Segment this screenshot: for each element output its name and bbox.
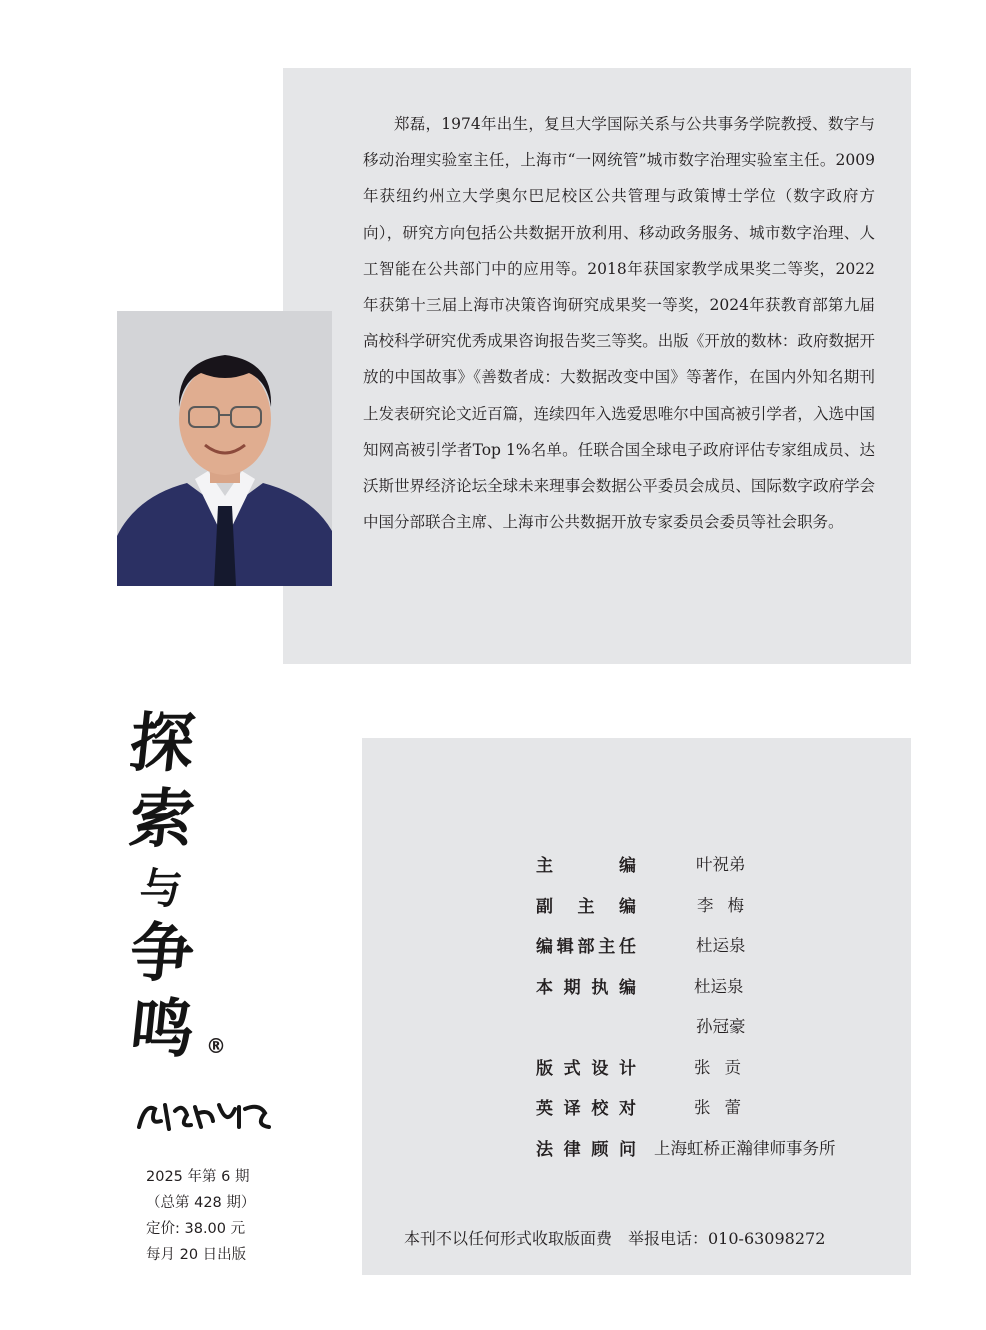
author-bio-panel [283,68,911,664]
journal-title-calligraphy [120,706,270,1072]
title-char-1: 探 [126,706,198,781]
title-char-3: 与 [137,864,185,913]
author-bio-text: 郑磊，1974年出生，复旦大学国际关系与公共事务学院教授、数字与移动治理实验室主任，上海市“一网统管”城市数字治理实验室主任。2009年获纽约州立大学奥尔巴尼校区公共管理与政策博士学位（数字政府方向），研究方向包括公共数据开放利用、移动政务服务、城市数字治理、人工智能在公共部门中的应用等。2018年获国家教学成果奖二等奖，2022年获第十三届上海市决策咨询研究成果奖一等奖，2024年获教育部第九届高校科学研究优秀成果咨询报告奖三等奖。出版《开放的数林：政府数据开放的中国故事》《善数者成：大数据改变中国》等著作，在国内外知名期刊上发表研究论文近百篇，连续四年入选爱思唯尔中国高被引学者，入选中国知网高被引学者Top 1%名单。任联合国全球电子政府评估专家组成员、达沃斯世界经济论坛全球未来理事会数据公平委员会成员、国际数字政府学会中国分部联合主席、上海市公共数据开放专家委员会委员等社会职务。 [363,115,875,532]
staff-role: 主 编 [536,856,636,876]
staff-name: 李梅 [697,895,759,915]
staff-role: 副 主 编 [536,896,636,917]
issue-number: 2025 年第 6 期 [146,1169,250,1185]
publication-schedule: 每月 20 日出版 [146,1247,247,1263]
staff-role: 编辑部主任 [536,937,636,957]
staff-row [536,851,896,892]
author-portrait-photo [117,311,332,586]
calligraphy-signature-icon [135,1097,275,1137]
title-char-4: 争 [126,916,198,991]
title-char-2: 索 [126,782,198,857]
total-issue-number: （总第 428 期） [146,1195,256,1211]
staff-list [536,851,896,1175]
staff-row [536,892,896,933]
staff-name: 叶祝弟 [696,855,746,874]
staff-name: 杜运泉 [696,936,746,955]
title-char-5: 鸣 [126,992,198,1067]
staff-role: 本期执编 [536,977,636,998]
staff-role: 英译校对 [536,1099,636,1119]
staff-row [536,1054,896,1095]
registered-mark: ® [206,1034,226,1058]
masthead-panel [362,738,911,1275]
footer-note: 本刊不以任何形式收取版面费 举报电话：010-63098272 [404,1229,826,1248]
staff-role: 版式设计 [536,1058,636,1079]
staff-row [536,932,896,973]
staff-name: 孙冠豪 [696,1017,746,1036]
staff-name: 张贡 [694,1057,756,1077]
staff-row [536,1013,896,1054]
portrait-illustration [117,311,332,586]
issue-info [146,1164,296,1268]
staff-name: 上海虹桥正瀚律师事务所 [654,1138,836,1158]
staff-name: 张蕾 [694,1098,756,1117]
staff-role: 法律顾问 [536,1139,636,1160]
staff-row [536,1094,896,1135]
staff-row [536,1135,896,1176]
staff-row [536,973,896,1014]
staff-name: 杜运泉 [694,976,744,996]
price: 定价: 38.00 元 [146,1221,246,1237]
